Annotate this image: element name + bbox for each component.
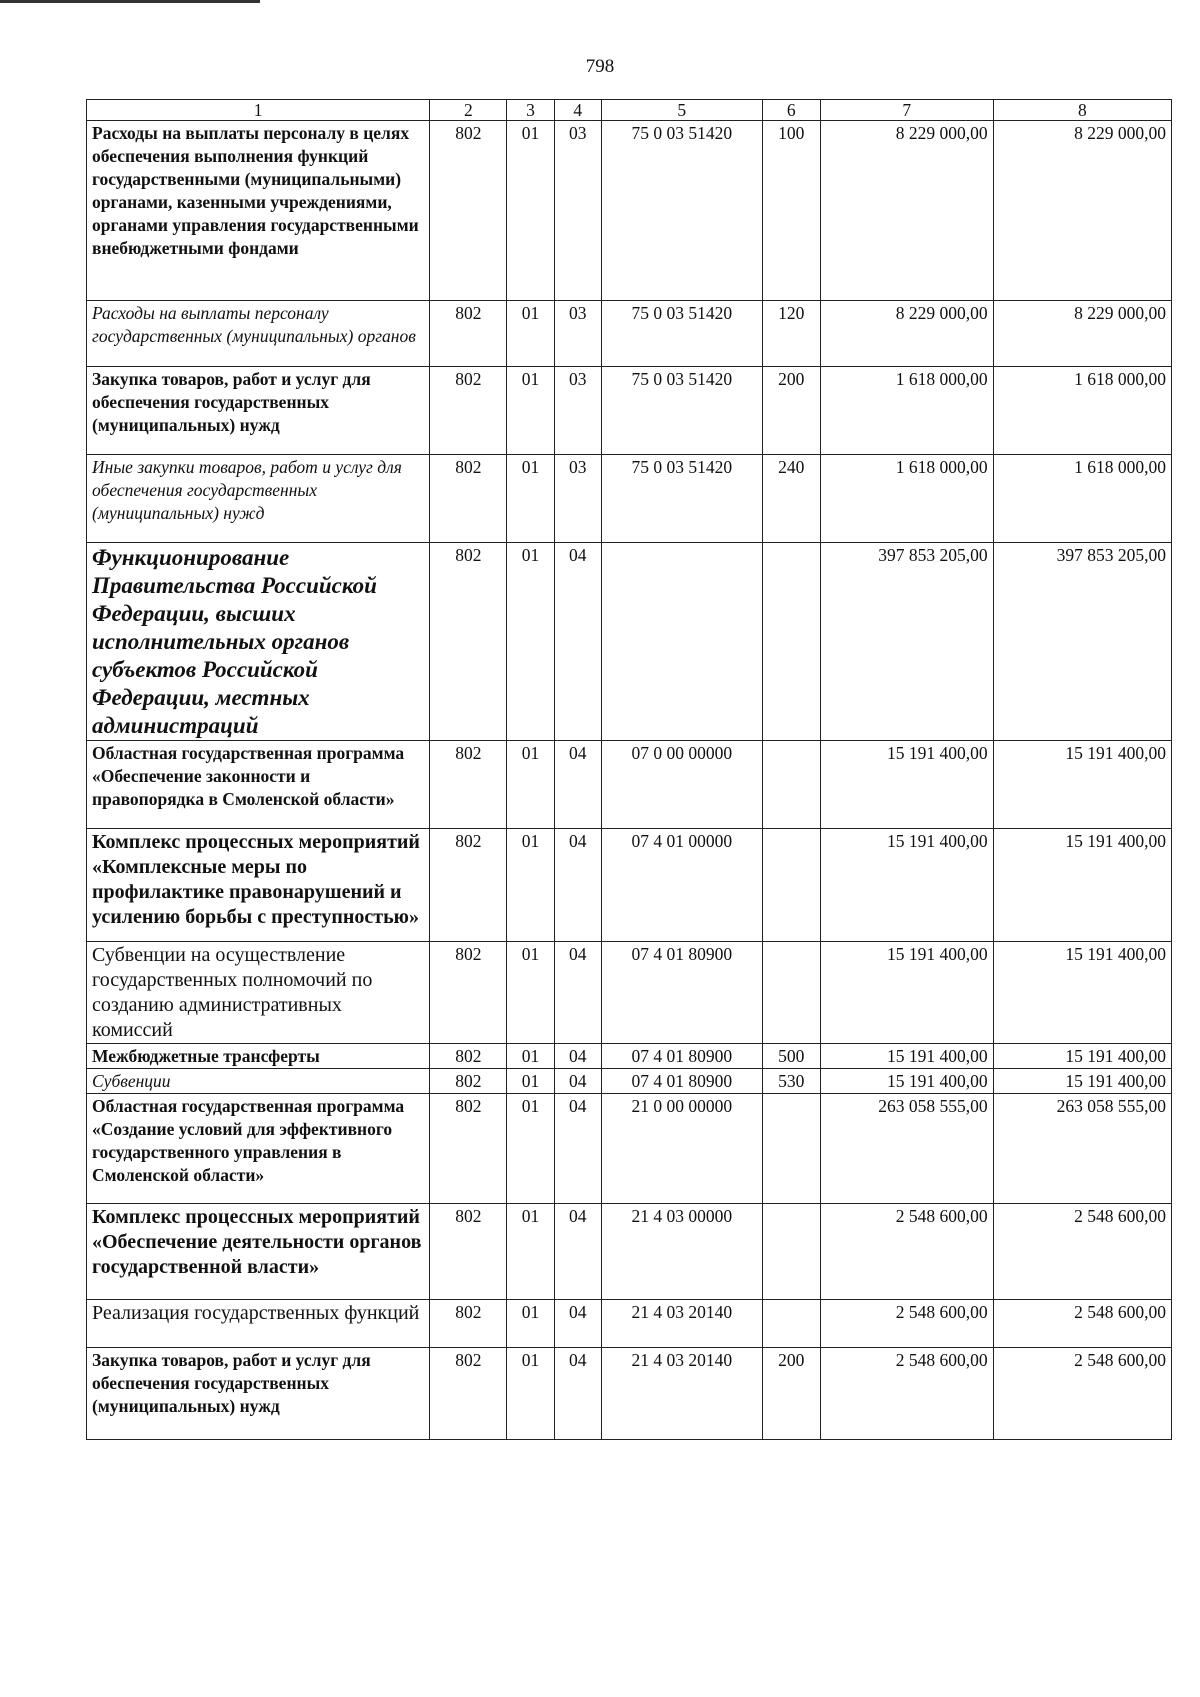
cell-subsection: 04	[554, 1069, 601, 1094]
cell-amount-2: 2 548 600,00	[993, 1300, 1171, 1348]
cell-expense-type	[762, 1204, 820, 1300]
cell-expense-type: 240	[762, 455, 820, 543]
cell-admin-code: 802	[430, 1094, 507, 1204]
cell-section: 01	[507, 1300, 554, 1348]
cell-target-article: 75 0 03 51420	[601, 121, 762, 301]
cell-section: 01	[507, 1044, 554, 1069]
cell-expense-type	[762, 829, 820, 942]
cell-amount-2: 8 229 000,00	[993, 121, 1171, 301]
cell-subsection: 04	[554, 829, 601, 942]
table-row	[87, 455, 1172, 543]
table-row	[87, 1300, 1172, 1348]
header-cell: 4	[554, 100, 601, 121]
header-cell: 3	[507, 100, 554, 121]
table-row	[87, 1348, 1172, 1440]
cell-target-article: 07 4 01 80900	[601, 942, 762, 1044]
cell-section: 01	[507, 1204, 554, 1300]
cell-admin-code: 802	[430, 1300, 507, 1348]
cell-amount-2: 15 191 400,00	[993, 829, 1171, 942]
cell-expense-type	[762, 1300, 820, 1348]
cell-expense-type: 120	[762, 301, 820, 367]
cell-admin-code: 802	[430, 829, 507, 942]
cell-subsection: 04	[554, 1300, 601, 1348]
cell-admin-code: 802	[430, 121, 507, 301]
cell-section: 01	[507, 942, 554, 1044]
cell-target-article: 21 4 03 00000	[601, 1204, 762, 1300]
row-name: Комплекс процессных мероприятий «Комплексные меры по профилактике правонарушений и усилению борьбы с преступностью»	[87, 829, 430, 942]
row-name: Реализация государственных функций	[87, 1300, 430, 1348]
cell-amount-2: 1 618 000,00	[993, 367, 1171, 455]
cell-amount-2: 8 229 000,00	[993, 301, 1171, 367]
cell-target-article: 07 0 00 00000	[601, 741, 762, 829]
budget-table	[86, 99, 1172, 1440]
cell-target-article: 21 4 03 20140	[601, 1300, 762, 1348]
cell-target-article: 75 0 03 51420	[601, 455, 762, 543]
table-row	[87, 741, 1172, 829]
cell-target-article: 75 0 03 51420	[601, 301, 762, 367]
scan-edge-line	[0, 0, 260, 3]
cell-admin-code: 802	[430, 301, 507, 367]
table-row	[87, 942, 1172, 1044]
cell-section: 01	[507, 829, 554, 942]
cell-amount-1: 1 618 000,00	[820, 367, 993, 455]
cell-amount-2: 15 191 400,00	[993, 942, 1171, 1044]
cell-expense-type: 200	[762, 367, 820, 455]
row-name: Областная государственная программа «Создание условий для эффективного государственного управления в Смоленской области»	[87, 1094, 430, 1204]
cell-subsection: 04	[554, 741, 601, 829]
cell-expense-type	[762, 942, 820, 1044]
cell-amount-1: 15 191 400,00	[820, 942, 993, 1044]
row-name: Расходы на выплаты персоналу в целях обеспечения выполнения функций государственными (муниципальными) органами, казенными учреждениями, органами управления государственными внебюджетными фондами	[87, 121, 430, 301]
cell-target-article: 07 4 01 80900	[601, 1044, 762, 1069]
cell-amount-2: 15 191 400,00	[993, 1069, 1171, 1094]
cell-section: 01	[507, 543, 554, 741]
table-row	[87, 367, 1172, 455]
row-name: Закупка товаров, работ и услуг для обеспечения государственных (муниципальных) нужд	[87, 367, 430, 455]
cell-expense-type	[762, 543, 820, 741]
row-name: Функционирование Правительства Российской Федерации, высших исполнительных органов субъектов Российской Федерации, местных администраций	[87, 543, 430, 741]
table-row	[87, 301, 1172, 367]
cell-subsection: 04	[554, 543, 601, 741]
cell-admin-code: 802	[430, 1348, 507, 1440]
cell-section: 01	[507, 455, 554, 543]
table-row	[87, 829, 1172, 942]
cell-target-article: 07 4 01 00000	[601, 829, 762, 942]
cell-target-article: 07 4 01 80900	[601, 1069, 762, 1094]
cell-amount-1: 2 548 600,00	[820, 1348, 993, 1440]
cell-amount-1: 15 191 400,00	[820, 1069, 993, 1094]
cell-admin-code: 802	[430, 741, 507, 829]
row-name: Межбюджетные трансферты	[87, 1044, 430, 1069]
cell-target-article	[601, 543, 762, 741]
cell-section: 01	[507, 1094, 554, 1204]
cell-section: 01	[507, 1069, 554, 1094]
row-name: Субвенции на осуществление государственных полномочий по созданию административных комиссий	[87, 942, 430, 1044]
cell-subsection: 04	[554, 1044, 601, 1069]
cell-amount-2: 2 548 600,00	[993, 1348, 1171, 1440]
cell-amount-2: 397 853 205,00	[993, 543, 1171, 741]
cell-amount-1: 1 618 000,00	[820, 455, 993, 543]
cell-target-article: 75 0 03 51420	[601, 367, 762, 455]
cell-section: 01	[507, 1348, 554, 1440]
cell-section: 01	[507, 121, 554, 301]
cell-amount-1: 15 191 400,00	[820, 829, 993, 942]
cell-expense-type: 500	[762, 1044, 820, 1069]
cell-target-article: 21 0 00 00000	[601, 1094, 762, 1204]
row-name: Комплекс процессных мероприятий «Обеспечение деятельности органов государственной власти»	[87, 1204, 430, 1300]
table-row	[87, 1069, 1172, 1094]
cell-expense-type: 100	[762, 121, 820, 301]
cell-admin-code: 802	[430, 543, 507, 741]
cell-amount-2: 263 058 555,00	[993, 1094, 1171, 1204]
cell-subsection: 04	[554, 1204, 601, 1300]
cell-amount-1: 15 191 400,00	[820, 741, 993, 829]
table-row	[87, 121, 1172, 301]
cell-expense-type	[762, 741, 820, 829]
cell-expense-type: 530	[762, 1069, 820, 1094]
row-name: Иные закупки товаров, работ и услуг для обеспечения государственных (муниципальных) нужд	[87, 455, 430, 543]
cell-section: 01	[507, 367, 554, 455]
cell-expense-type: 200	[762, 1348, 820, 1440]
header-cell: 1	[87, 100, 430, 121]
header-row	[87, 100, 1172, 121]
cell-admin-code: 802	[430, 367, 507, 455]
cell-amount-2: 15 191 400,00	[993, 741, 1171, 829]
cell-amount-2: 2 548 600,00	[993, 1204, 1171, 1300]
cell-amount-1: 8 229 000,00	[820, 121, 993, 301]
cell-admin-code: 802	[430, 1044, 507, 1069]
cell-section: 01	[507, 741, 554, 829]
row-name: Закупка товаров, работ и услуг для обеспечения государственных (муниципальных) нужд	[87, 1348, 430, 1440]
cell-amount-2: 15 191 400,00	[993, 1044, 1171, 1069]
cell-amount-1: 8 229 000,00	[820, 301, 993, 367]
cell-subsection: 03	[554, 121, 601, 301]
cell-section: 01	[507, 301, 554, 367]
cell-admin-code: 802	[430, 455, 507, 543]
cell-amount-1: 397 853 205,00	[820, 543, 993, 741]
cell-admin-code: 802	[430, 1069, 507, 1094]
header-cell: 7	[820, 100, 993, 121]
cell-subsection: 04	[554, 942, 601, 1044]
cell-amount-1: 2 548 600,00	[820, 1204, 993, 1300]
table-row	[87, 543, 1172, 741]
cell-subsection: 03	[554, 301, 601, 367]
table-row	[87, 1204, 1172, 1300]
cell-amount-1: 263 058 555,00	[820, 1094, 993, 1204]
row-name: Субвенции	[87, 1069, 430, 1094]
cell-target-article: 21 4 03 20140	[601, 1348, 762, 1440]
cell-amount-1: 15 191 400,00	[820, 1044, 993, 1069]
header-cell: 5	[601, 100, 762, 121]
table-row	[87, 1094, 1172, 1204]
header-cell: 8	[993, 100, 1171, 121]
row-name: Областная государственная программа «Обеспечение законности и правопорядка в Смоленской области»	[87, 741, 430, 829]
header-cell: 2	[430, 100, 507, 121]
table-row	[87, 1044, 1172, 1069]
cell-subsection: 04	[554, 1348, 601, 1440]
cell-admin-code: 802	[430, 942, 507, 1044]
header-cell: 6	[762, 100, 820, 121]
page-number: 798	[585, 56, 615, 77]
cell-subsection: 03	[554, 455, 601, 543]
cell-amount-1: 2 548 600,00	[820, 1300, 993, 1348]
cell-amount-2: 1 618 000,00	[993, 455, 1171, 543]
cell-subsection: 03	[554, 367, 601, 455]
cell-expense-type	[762, 1094, 820, 1204]
cell-admin-code: 802	[430, 1204, 507, 1300]
cell-subsection: 04	[554, 1094, 601, 1204]
row-name: Расходы на выплаты персоналу государственных (муниципальных) органов	[87, 301, 430, 367]
